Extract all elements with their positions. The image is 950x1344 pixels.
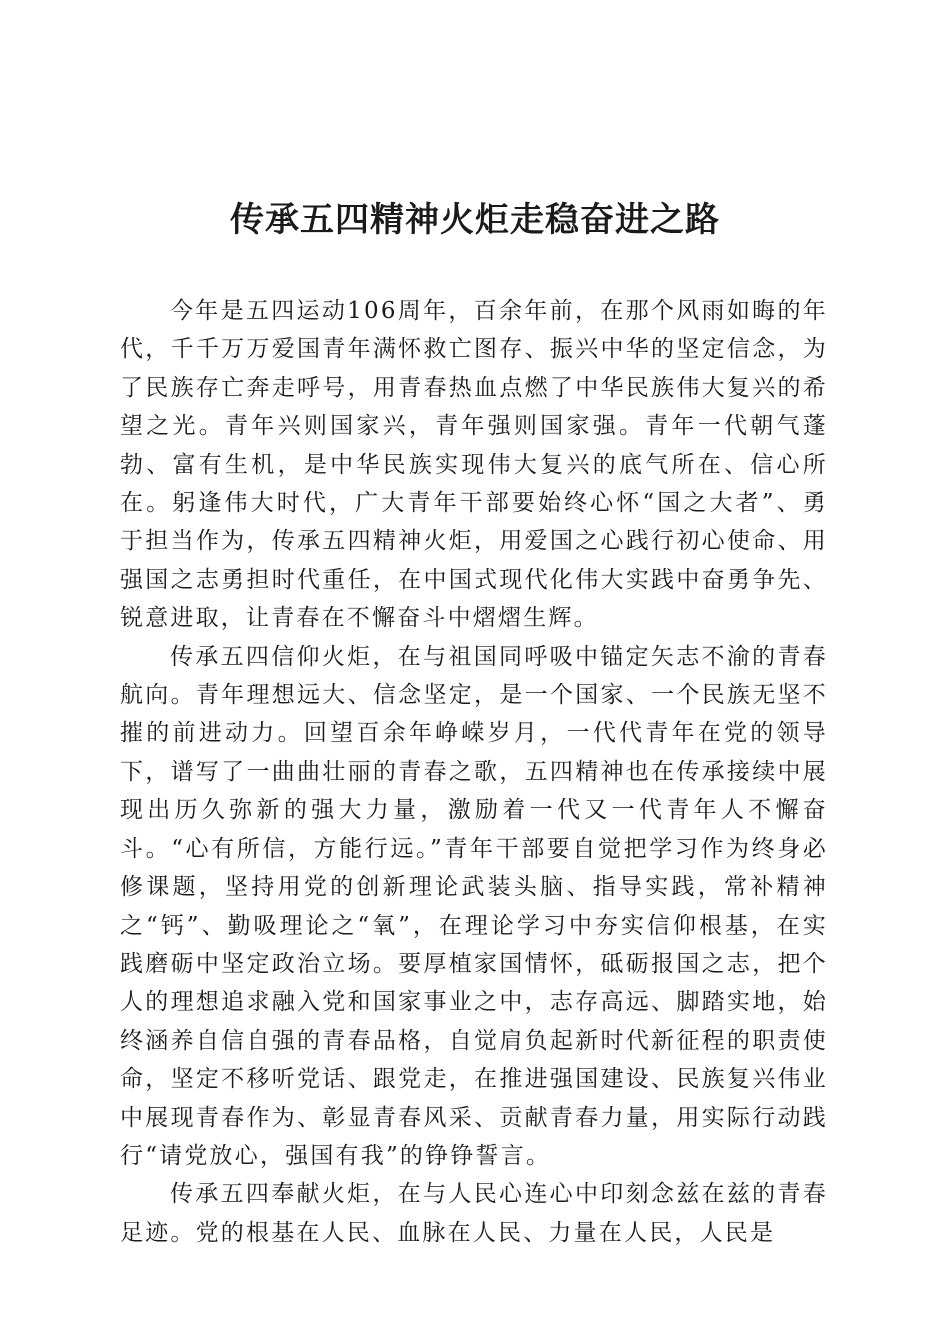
paragraph-3: 传承五四奉献火炬，在与人民心连心中印刻念兹在兹的青春足迹。党的根基在人民、血脉在人民、力量在人民，人民是 <box>120 1181 828 1246</box>
paragraph-1: 今年是五四运动106周年，百余年前，在那个风雨如晦的年代，千千万万爱国青年满怀救亡图存、振兴中华的坚定信念，为了民族存亡奔走呼号，用青春热血点燃了中华民族伟大复兴的希望之光。青年兴则国家兴，青年强则国家强。青年一代朝气蓬勃、富有生机，是中华民族实现伟大复兴的底气所在、信心所在。躬逢伟大时代，广大青年干部要始终心怀“国之大者”、勇于担当作为，传承五四精神火炬，用爱国之心践行初心使命、用强国之志勇担时代重任，在中国式现代化伟大实践中奋勇争先、锐意进取，让青春在不懈奋斗中熠熠生辉。 <box>120 298 828 632</box>
document-title: 传承五四精神火炬走稳奋进之路 <box>230 200 720 240</box>
paragraph-2: 传承五四信仰火炬，在与祖国同呼吸中锚定矢志不渝的青春航向。青年理想远大、信念坚定，是一个国家、一个民族无坚不摧的前进动力。回望百余年峥嵘岁月，一代代青年在党的领导下，谱写了一曲曲壮丽的青春之歌，五四精神也在传承接续中展现出历久弥新的强大力量，激励着一代又一代青年人不懈奋斗。“心有所信，方能行远。”青年干部要自觉把学习作为终身必修课题，坚持用党的创新理论武装头脑、指导实践，常补精神之“钙”、勤吸理论之“氧”，在理论学习中夯实信仰根基，在实践磨砺中坚定政治立场。要厚植家国情怀，砥砺报国之志，把个人的理想追求融入党和国家事业之中，志存高远、脚踏实地，始终涵养自信自强的青春品格，自觉肩负起新时代新征程的职责使命，坚定不移听党话、跟党走，在推进强国建设、民族复兴伟业中展现青春作为、彰显青春风采、贡献青春力量，用实际行动践行“请党放心，强国有我”的铮铮誓言。 <box>120 643 828 1169</box>
document-body <box>120 292 828 1252</box>
